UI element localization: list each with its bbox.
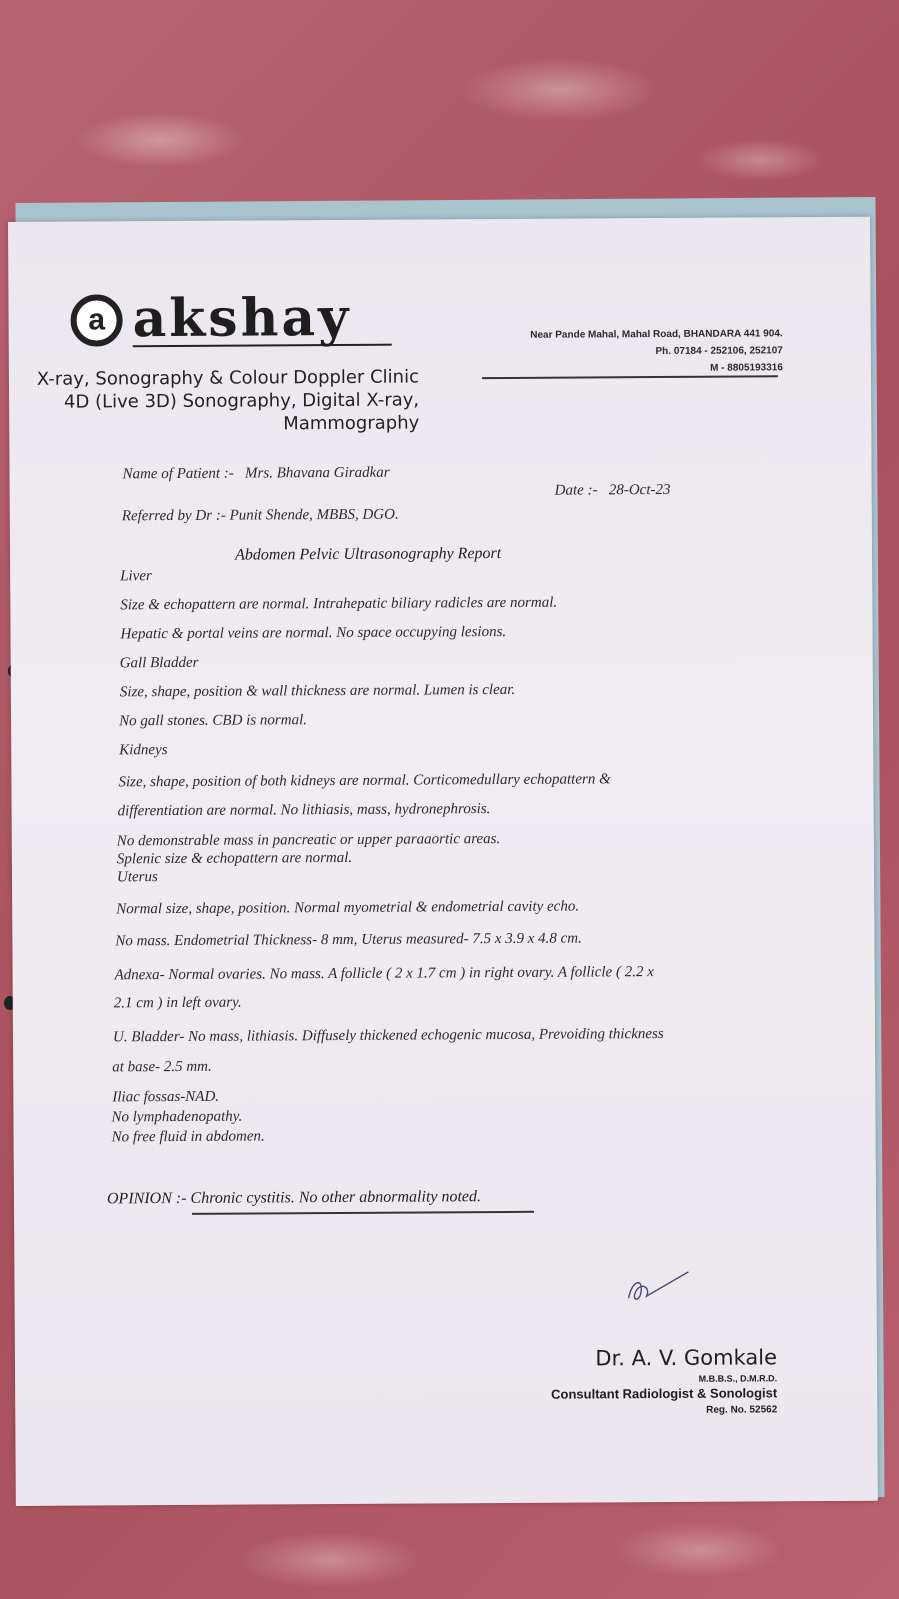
report-page — [8, 217, 878, 1506]
doctor-degrees: M.B.B.S., D.M.R.D. — [698, 1373, 778, 1384]
doctor-signature-block — [551, 1345, 777, 1416]
referred-value: Punit Shende, MBBS, DGO. — [229, 506, 399, 524]
section-heading: Gall Bladder — [119, 654, 199, 672]
report-line: No mass. Endometrial Thickness- 8 mm, Uterus measured- 7.5 x 3.9 x 4.8 cm. — [115, 930, 582, 950]
report-line: No free fluid in abdomen. — [111, 1128, 265, 1146]
referred-by — [122, 507, 399, 526]
report-line: No lymphadenopathy. — [111, 1108, 243, 1126]
date-value: 28-Oct-23 — [608, 481, 671, 499]
clinic-contact — [530, 325, 783, 378]
logo-wordmark: akshay — [132, 292, 391, 348]
report-line: Hepatic & portal veins are normal. No space occupying lesions. — [120, 623, 507, 643]
opinion-label: OPINION :- — [106, 1189, 187, 1208]
report-line: Normal size, shape, position. Normal myometrial & endometrial cavity echo. — [116, 898, 580, 918]
signature-scribble — [622, 1268, 692, 1308]
clinic-logo — [70, 286, 391, 350]
tagline-line: 4D (Live 3D) Sonography, Digital X-ray, — [63, 389, 420, 413]
section-heading: Liver — [120, 568, 152, 585]
report-line: Size, shape, position & wall thickness are normal. Lumen is clear. — [119, 681, 516, 701]
doctor-name: Dr. A. V. Gomkale — [595, 1345, 778, 1371]
tagline-line: Mammography — [283, 412, 420, 435]
report-line: at base- 2.5 mm. — [112, 1058, 212, 1076]
report-line: Iliac fossas-NAD. — [112, 1088, 220, 1106]
tagline-line: X-ray, Sonography & Colour Doppler Clinic — [36, 366, 420, 390]
report-line: Splenic size & echopattern are normal. — [116, 849, 353, 868]
patient-name — [122, 465, 389, 484]
report-line: differentiation are normal. No lithiasis, mass, hydronephrosis. — [117, 801, 491, 820]
report-date — [555, 482, 671, 500]
report-line: Size, shape, position of both kidneys are normal. Corticomedullary echopattern & — [118, 771, 611, 791]
clinic-phone: Ph. 07184 - 252106, 252107 — [655, 345, 783, 358]
opinion-value: Chronic cystitis. No other abnormality noted. — [190, 1188, 482, 1207]
clinic-tagline — [37, 365, 419, 436]
report-line: U. Bladder- No mass, lithiasis. Diffusely thickened echogenic mucosa, Prevoiding thickness — [112, 1026, 664, 1046]
referred-label: Referred by Dr :- — [121, 507, 226, 525]
opinion — [107, 1188, 481, 1208]
clinic-mobile: M - 8805193316 — [710, 362, 783, 374]
patient-name-label: Name of Patient :- — [122, 465, 234, 483]
date-label: Date :- — [554, 482, 598, 499]
report-line: Size & echopattern are normal. Intrahepatic biliary radicles are normal. — [120, 594, 558, 614]
clinic-address: Near Pande Mahal, Mahal Road, BHANDARA 441 904. — [530, 328, 783, 341]
section-heading: Uterus — [116, 869, 158, 886]
report-line: Adnexa- Normal ovaries. No mass. A follicle ( 2 x 1.7 cm ) in right ovary. A follicle ( 2.2 x — [114, 964, 654, 984]
logo-mark: a — [70, 294, 122, 346]
doctor-role: Consultant Radiologist & Sonologist — [551, 1385, 778, 1402]
report-line: No demonstrable mass in pancreatic or upper paraaortic areas. — [116, 831, 501, 850]
report-line: No gall stones. CBD is normal. — [119, 712, 308, 730]
report-title: Abdomen Pelvic Ultrasonography Report — [234, 544, 502, 564]
opinion-underline — [192, 1211, 534, 1215]
doctor-reg: Reg. No. 52562 — [706, 1404, 778, 1416]
header-divider — [482, 375, 778, 379]
section-heading: Kidneys — [119, 742, 168, 759]
patient-name-value: Mrs. Bhavana Giradkar — [244, 464, 390, 482]
report-line: 2.1 cm ) in left ovary. — [113, 994, 242, 1012]
